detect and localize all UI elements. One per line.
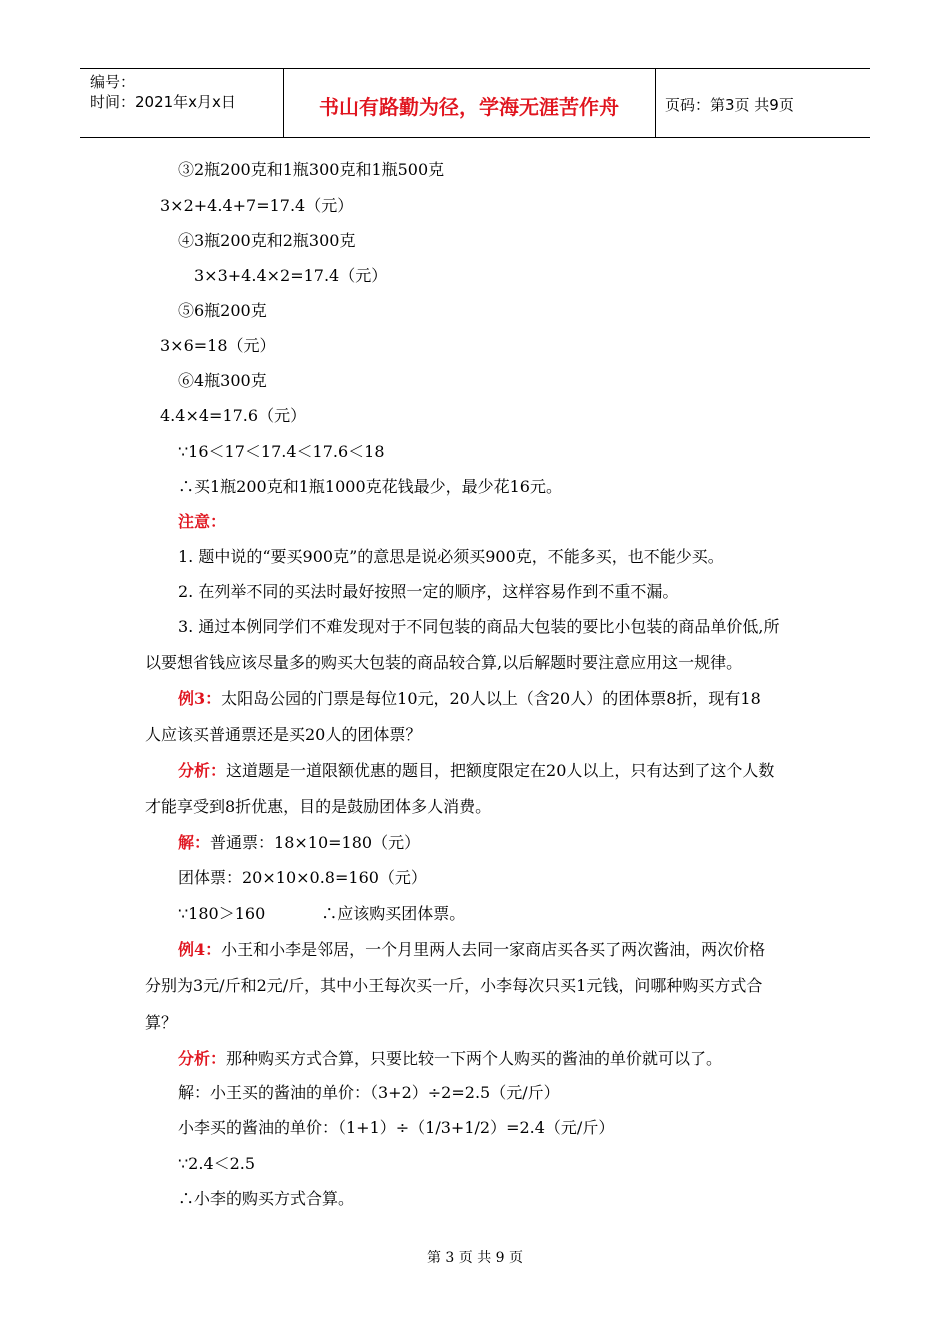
- solution-3-line-3: [178, 904, 465, 924]
- analysis-4-label: 分析：: [178, 1049, 227, 1068]
- note-3-line-1: 3. 通过本例同学们不难发现对于不同包装的商品大包装的要比小包装的商品单价低,所: [178, 617, 780, 636]
- header-left-cell: [80, 69, 284, 137]
- solution-3-label: 解：: [178, 833, 211, 852]
- option-5: ⑤6瓶200克: [178, 301, 267, 320]
- solution-3-comparison: ∵180＞160: [178, 904, 266, 923]
- example-4-text: 小王和小李是邻居，一个月里两人去同一家商店买各买了两次酱油，两次价格: [221, 940, 766, 959]
- motto: 书山有路勤为径，学海无涯苦作舟: [319, 95, 619, 119]
- time-label: 时间：2021年x月x日: [90, 93, 236, 111]
- solution-3-text: 普通票：18×10=180（元）: [210, 833, 421, 852]
- example-4-label: 例4：: [178, 940, 222, 959]
- analysis-3-line-2: 才能享受到8折优惠，目的是鼓励团体多人消费。: [145, 797, 492, 816]
- example-4-line-1: [178, 940, 765, 960]
- option-6: ⑥4瓶300克: [178, 371, 267, 390]
- calc-3: 3×2+4.4+7=17.4（元）: [160, 196, 354, 215]
- example-4-line-3: 算？: [145, 1013, 178, 1032]
- analysis-3-label: 分析：: [178, 761, 227, 780]
- analysis-4-text: 那种购买方式合算，只要比较一下两个人购买的酱油的单价就可以了。: [226, 1049, 723, 1068]
- note-title: 注意：: [178, 512, 227, 531]
- comparison: ∵16＜17＜17.4＜17.6＜18: [178, 442, 385, 461]
- option-4: ④3瓶200克和2瓶300克: [178, 231, 356, 250]
- solution-4-line-2: 小李买的酱油的单价：（1+1）÷（1/3+1/2）=2.4（元/斤）: [178, 1118, 615, 1137]
- analysis-3-text: 这道题是一道限额优惠的题目，把额度限定在20人以上，只有达到了这个人数: [226, 761, 775, 780]
- note-1: 1. 题中说的“要买900克”的意思是说必须买900克，不能多买，也不能少买。: [178, 547, 724, 566]
- solution-3-conclusion: ∴应该购买团体票。: [321, 904, 466, 923]
- example-4-line-2: 分别为3元/斤和2元/斤，其中小王每次买一斤，小李每次只买1元钱，问哪种购买方式合: [145, 976, 763, 995]
- note-2: 2. 在列举不同的买法时最好按照一定的顺序，这样容易作到不重不漏。: [178, 582, 679, 601]
- solution-4-line-1: 解：小王买的酱油的单价：（3+2）÷2=2.5（元/斤）: [178, 1083, 560, 1102]
- option-3: ③2瓶200克和1瓶300克和1瓶500克: [178, 160, 445, 179]
- example-3-text: 太阳岛公园的门票是每位10元，20人以上（含20人）的团体票8折，现有18: [221, 689, 761, 708]
- page-header: [80, 68, 870, 138]
- example-3-label: 例3：: [178, 689, 222, 708]
- header-motto-cell: [283, 69, 656, 137]
- example-3-line-2: 人应该买普通票还是买20人的团体票？: [145, 725, 422, 744]
- number-label: 编号：: [90, 73, 136, 91]
- solution-4-line-4: ∴小李的购买方式合算。: [178, 1189, 355, 1208]
- conclusion: ∴买1瓶200克和1瓶1000克花钱最少，最少花16元。: [178, 477, 562, 496]
- example-3-line-1: [178, 689, 761, 709]
- page-footer: 第 3 页 共 9 页: [426, 1250, 524, 1266]
- solution-4-line-3: ∵2.4＜2.5: [178, 1154, 256, 1173]
- analysis-4: [178, 1049, 722, 1069]
- analysis-3-line-1: [178, 761, 774, 781]
- note-3-line-2: 以要想省钱应该尽量多的购买大包装的商品较合算,以后解题时要注意应用这一规律。: [145, 653, 743, 672]
- header-page-cell: [655, 69, 870, 137]
- calc-5: 3×6=18（元）: [160, 336, 276, 355]
- calc-4: 3×3+4.4×2=17.4（元）: [194, 266, 388, 285]
- page-info: 页码：第3页 共9页: [665, 96, 794, 114]
- solution-3-line-2: 团体票：20×10×0.8=160（元）: [178, 868, 427, 887]
- calc-6: 4.4×4=17.6（元）: [160, 406, 307, 425]
- solution-3-line-1: [178, 833, 420, 853]
